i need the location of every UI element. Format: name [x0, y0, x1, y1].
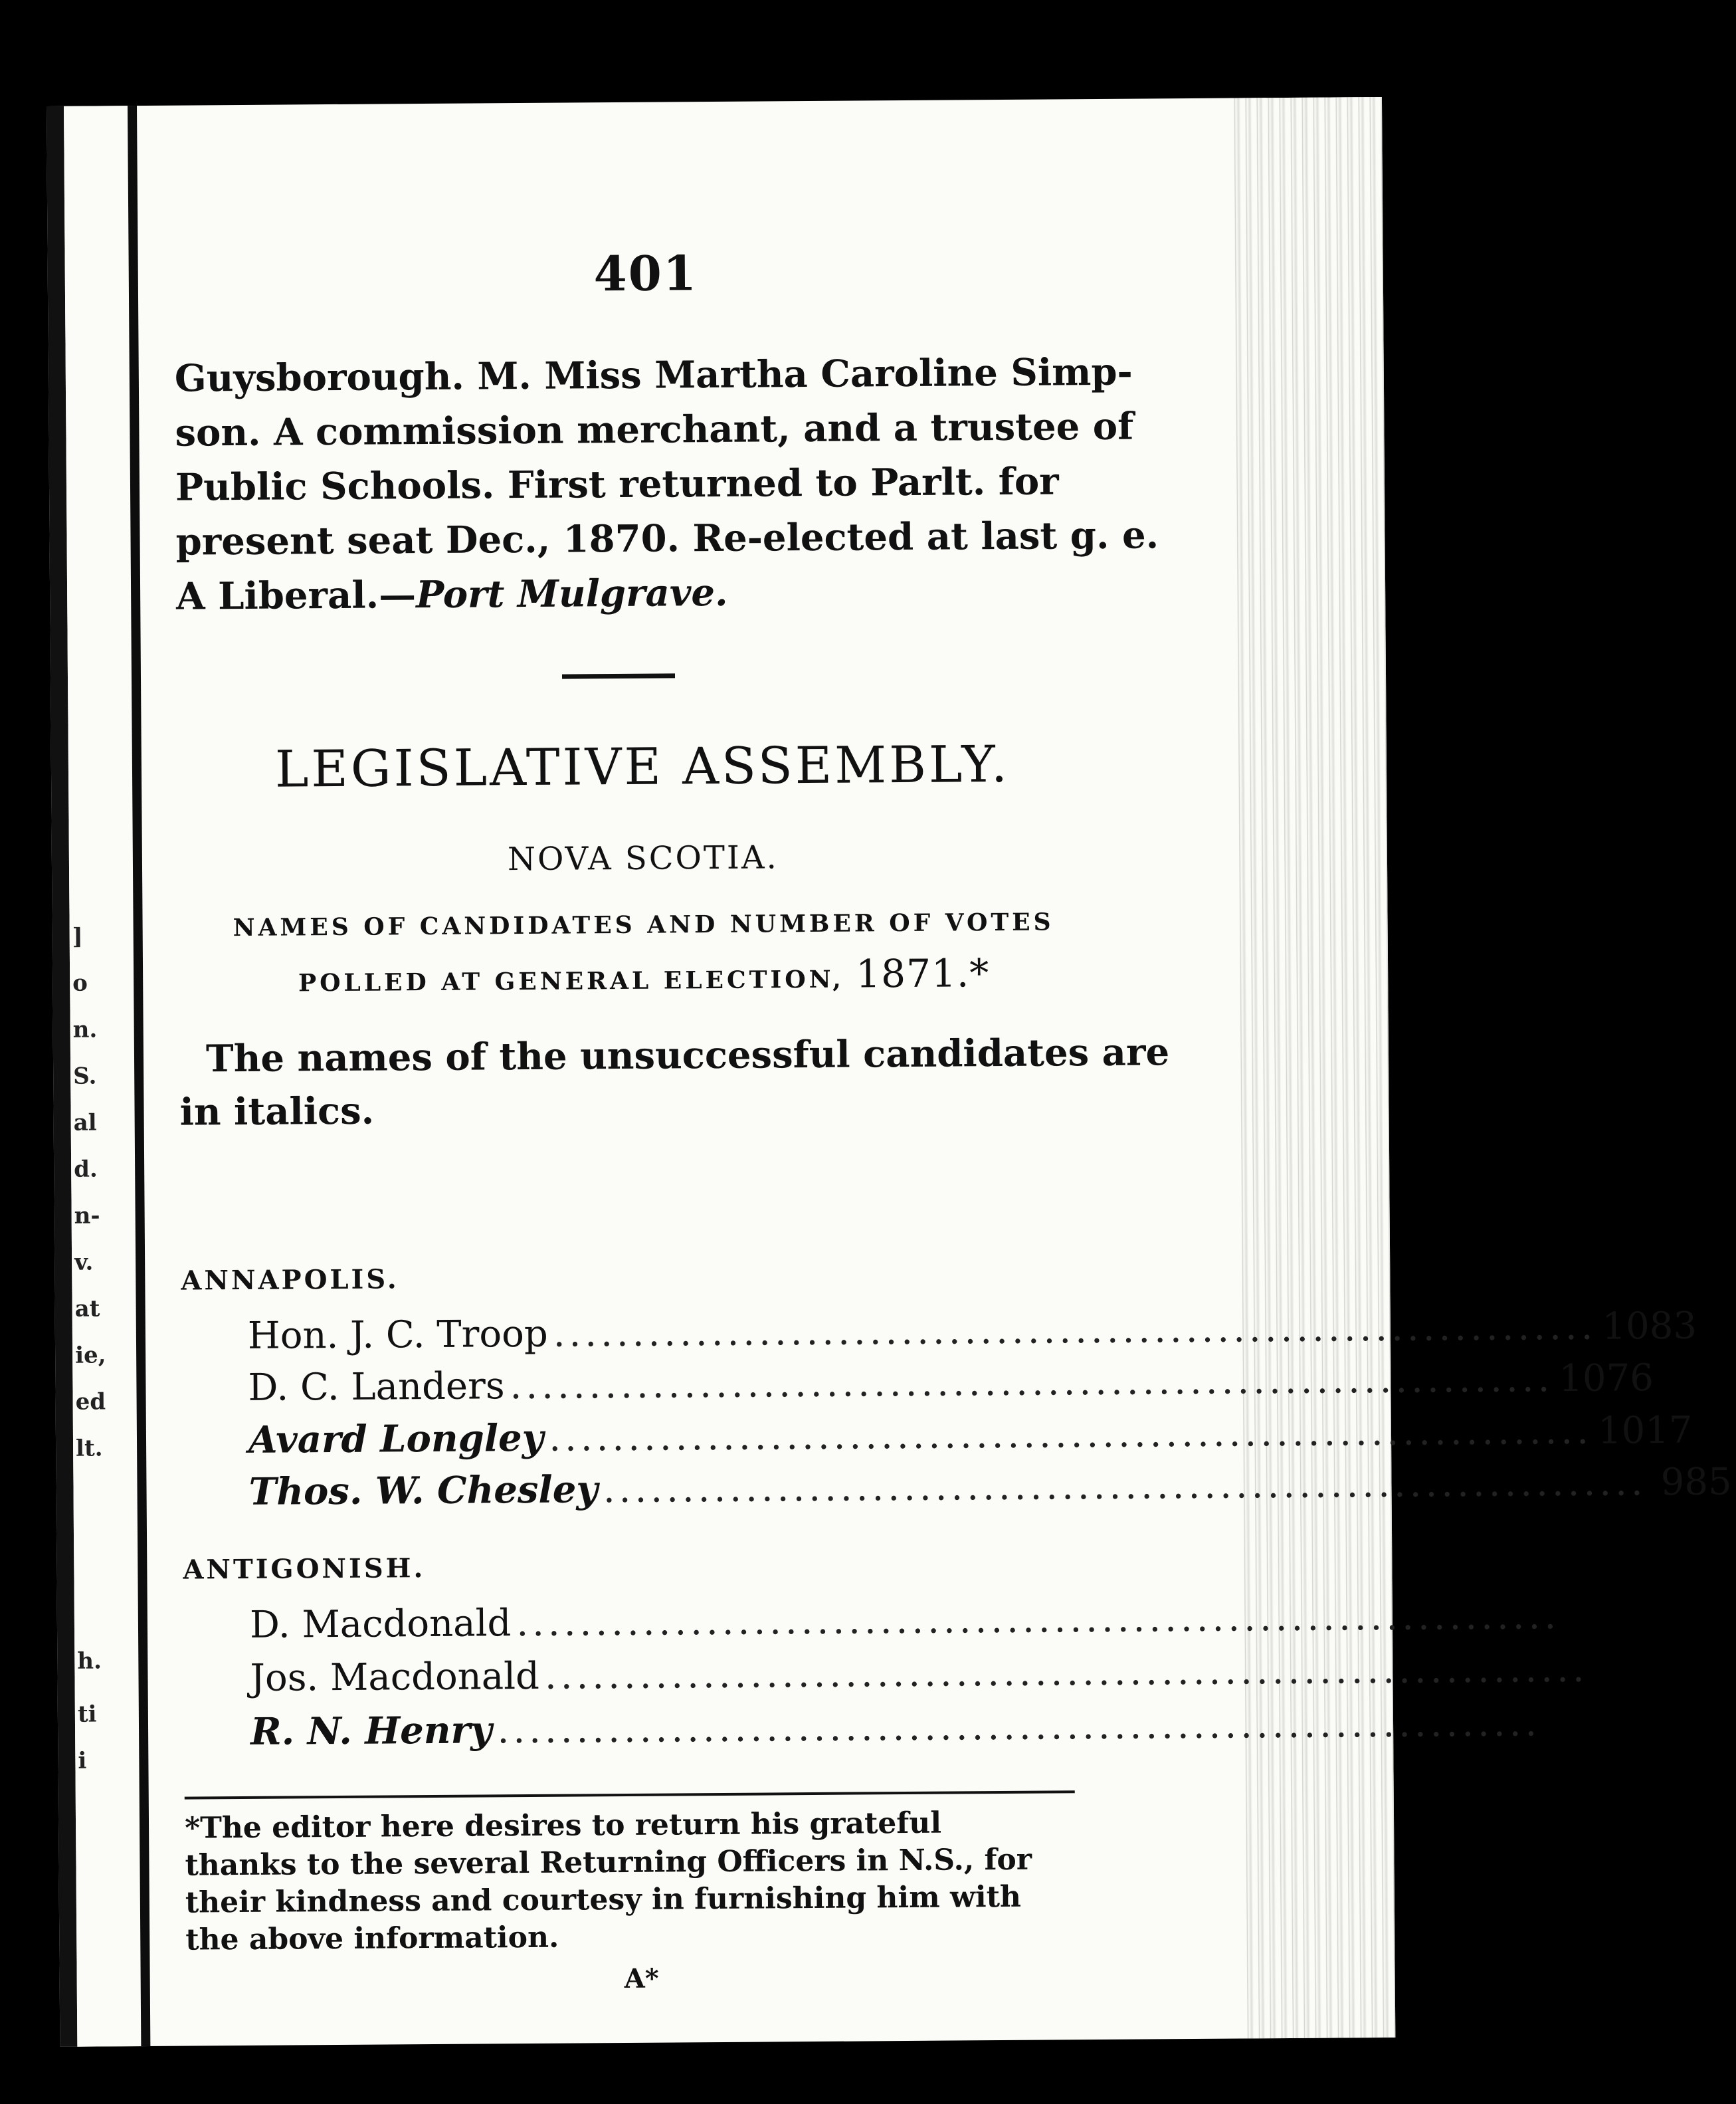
facing-page-fragment: al — [73, 1109, 97, 1136]
book-page — [47, 97, 1732, 2047]
biography-line: Public Schools. First returned to Parlt. for — [175, 459, 1059, 510]
election-year: 1871.* — [856, 950, 990, 997]
facing-page-fragment: S. — [73, 1063, 97, 1090]
caption-line — [179, 947, 1109, 1009]
section-heading: LEGISLATIVE ASSEMBLY. — [274, 734, 1011, 799]
candidate-row — [250, 1701, 1541, 1754]
vote-count: 1083 — [1602, 1304, 1697, 1348]
facing-page-fragment: n. — [72, 1016, 98, 1043]
footnote-line: the above information. — [185, 1920, 559, 1957]
candidate-row — [248, 1408, 1693, 1462]
page-number: 401 — [593, 245, 698, 302]
facing-page-fragment: ] — [72, 923, 83, 950]
leader-dots: .................................................................. — [497, 1701, 1541, 1752]
candidate-name: D. Macdonald — [249, 1602, 512, 1647]
district-heading: ANTIGONISH. — [183, 1552, 426, 1586]
facing-page-fragment: v. — [74, 1249, 94, 1276]
candidate-name: D. C. Landers — [248, 1364, 505, 1410]
facing-page-fragment: h. — [77, 1647, 102, 1675]
caption-text: POLLED AT GENERAL ELECTION, — [298, 965, 844, 998]
biography-line: son. A commission merchant, and a trustee of — [175, 404, 1134, 455]
note-line: in italics. — [179, 1089, 375, 1134]
page-stack-edge — [1229, 97, 1395, 2039]
vote-count: 985 — [1660, 1460, 1732, 1505]
page-content — [173, 99, 1732, 2046]
candidate-row — [248, 1460, 1732, 1514]
facing-page-fragment: ie, — [74, 1342, 106, 1369]
candidate-name: Thos. W. Chesley — [248, 1467, 599, 1514]
candidate-name: Jos. Macdonald — [250, 1654, 540, 1700]
leader-dots: .................................................................. — [603, 1461, 1647, 1512]
footnote-rule — [185, 1790, 1075, 1799]
biography-party: A Liberal.— — [175, 573, 417, 619]
footnote — [185, 1804, 1090, 1958]
vote-count: 1076 — [1559, 1356, 1654, 1401]
italics-note — [179, 1026, 1170, 1139]
biography-line — [176, 563, 1080, 623]
biography-paragraph — [174, 345, 1159, 623]
candidate-name: Hon. J. C. Troop — [247, 1312, 548, 1358]
facing-page-fragment: lt. — [75, 1435, 103, 1462]
footnote-line: thanks to the several Returning Officers in N.S., for — [185, 1842, 1032, 1883]
facing-page-fragment: o — [72, 970, 88, 997]
signature-mark: A* — [624, 1962, 659, 1994]
facing-page-fragment: i — [78, 1747, 87, 1774]
facing-page-strip — [64, 106, 150, 2047]
facing-page-fragment: ti — [77, 1701, 97, 1728]
note-line: The names of the unsuccessful candidates are — [205, 1030, 1170, 1081]
candidate-name: R. N. Henry — [250, 1708, 492, 1754]
leader-dots: .................................................................. — [510, 1357, 1554, 1408]
section-subheading: NOVA SCOTIA. — [507, 839, 779, 879]
leader-dots: .................................................................. — [553, 1305, 1597, 1356]
facing-page-fragment: n- — [74, 1202, 100, 1229]
candidate-row — [247, 1304, 1697, 1358]
section-divider — [562, 673, 675, 679]
facing-page-fragment: at — [74, 1295, 100, 1322]
candidate-row — [248, 1356, 1654, 1410]
candidate-row — [250, 1647, 1589, 1700]
candidate-name: Avard Longley — [248, 1416, 544, 1462]
leader-dots: .................................................................. — [544, 1647, 1589, 1698]
facing-page-fragment: d. — [74, 1156, 98, 1183]
footnote-line: their kindness and courtesy in furnishing him with — [185, 1879, 1022, 1920]
facing-page-fragment: ed — [75, 1388, 106, 1416]
biography-residence: Port Mulgrave. — [415, 570, 728, 617]
leader-dots: .................................................................. — [548, 1409, 1593, 1460]
vote-count: 1017 — [1597, 1408, 1693, 1453]
footnote-line: *The editor here desires to return his grateful — [184, 1806, 942, 1845]
caption-line: NAMES OF CANDIDATES AND NUMBER OF VOTES — [233, 908, 1054, 942]
district-heading: ANNAPOLIS. — [181, 1263, 399, 1297]
leader-dots: .................................................................. — [516, 1594, 1561, 1645]
biography-line: Guysborough. M. Miss Martha Caroline Simp- — [174, 350, 1133, 401]
candidate-row — [249, 1594, 1561, 1647]
table-caption — [178, 896, 1109, 1009]
biography-line: present seat Dec., 1870. Re-elected at last g. e. — [175, 513, 1159, 564]
